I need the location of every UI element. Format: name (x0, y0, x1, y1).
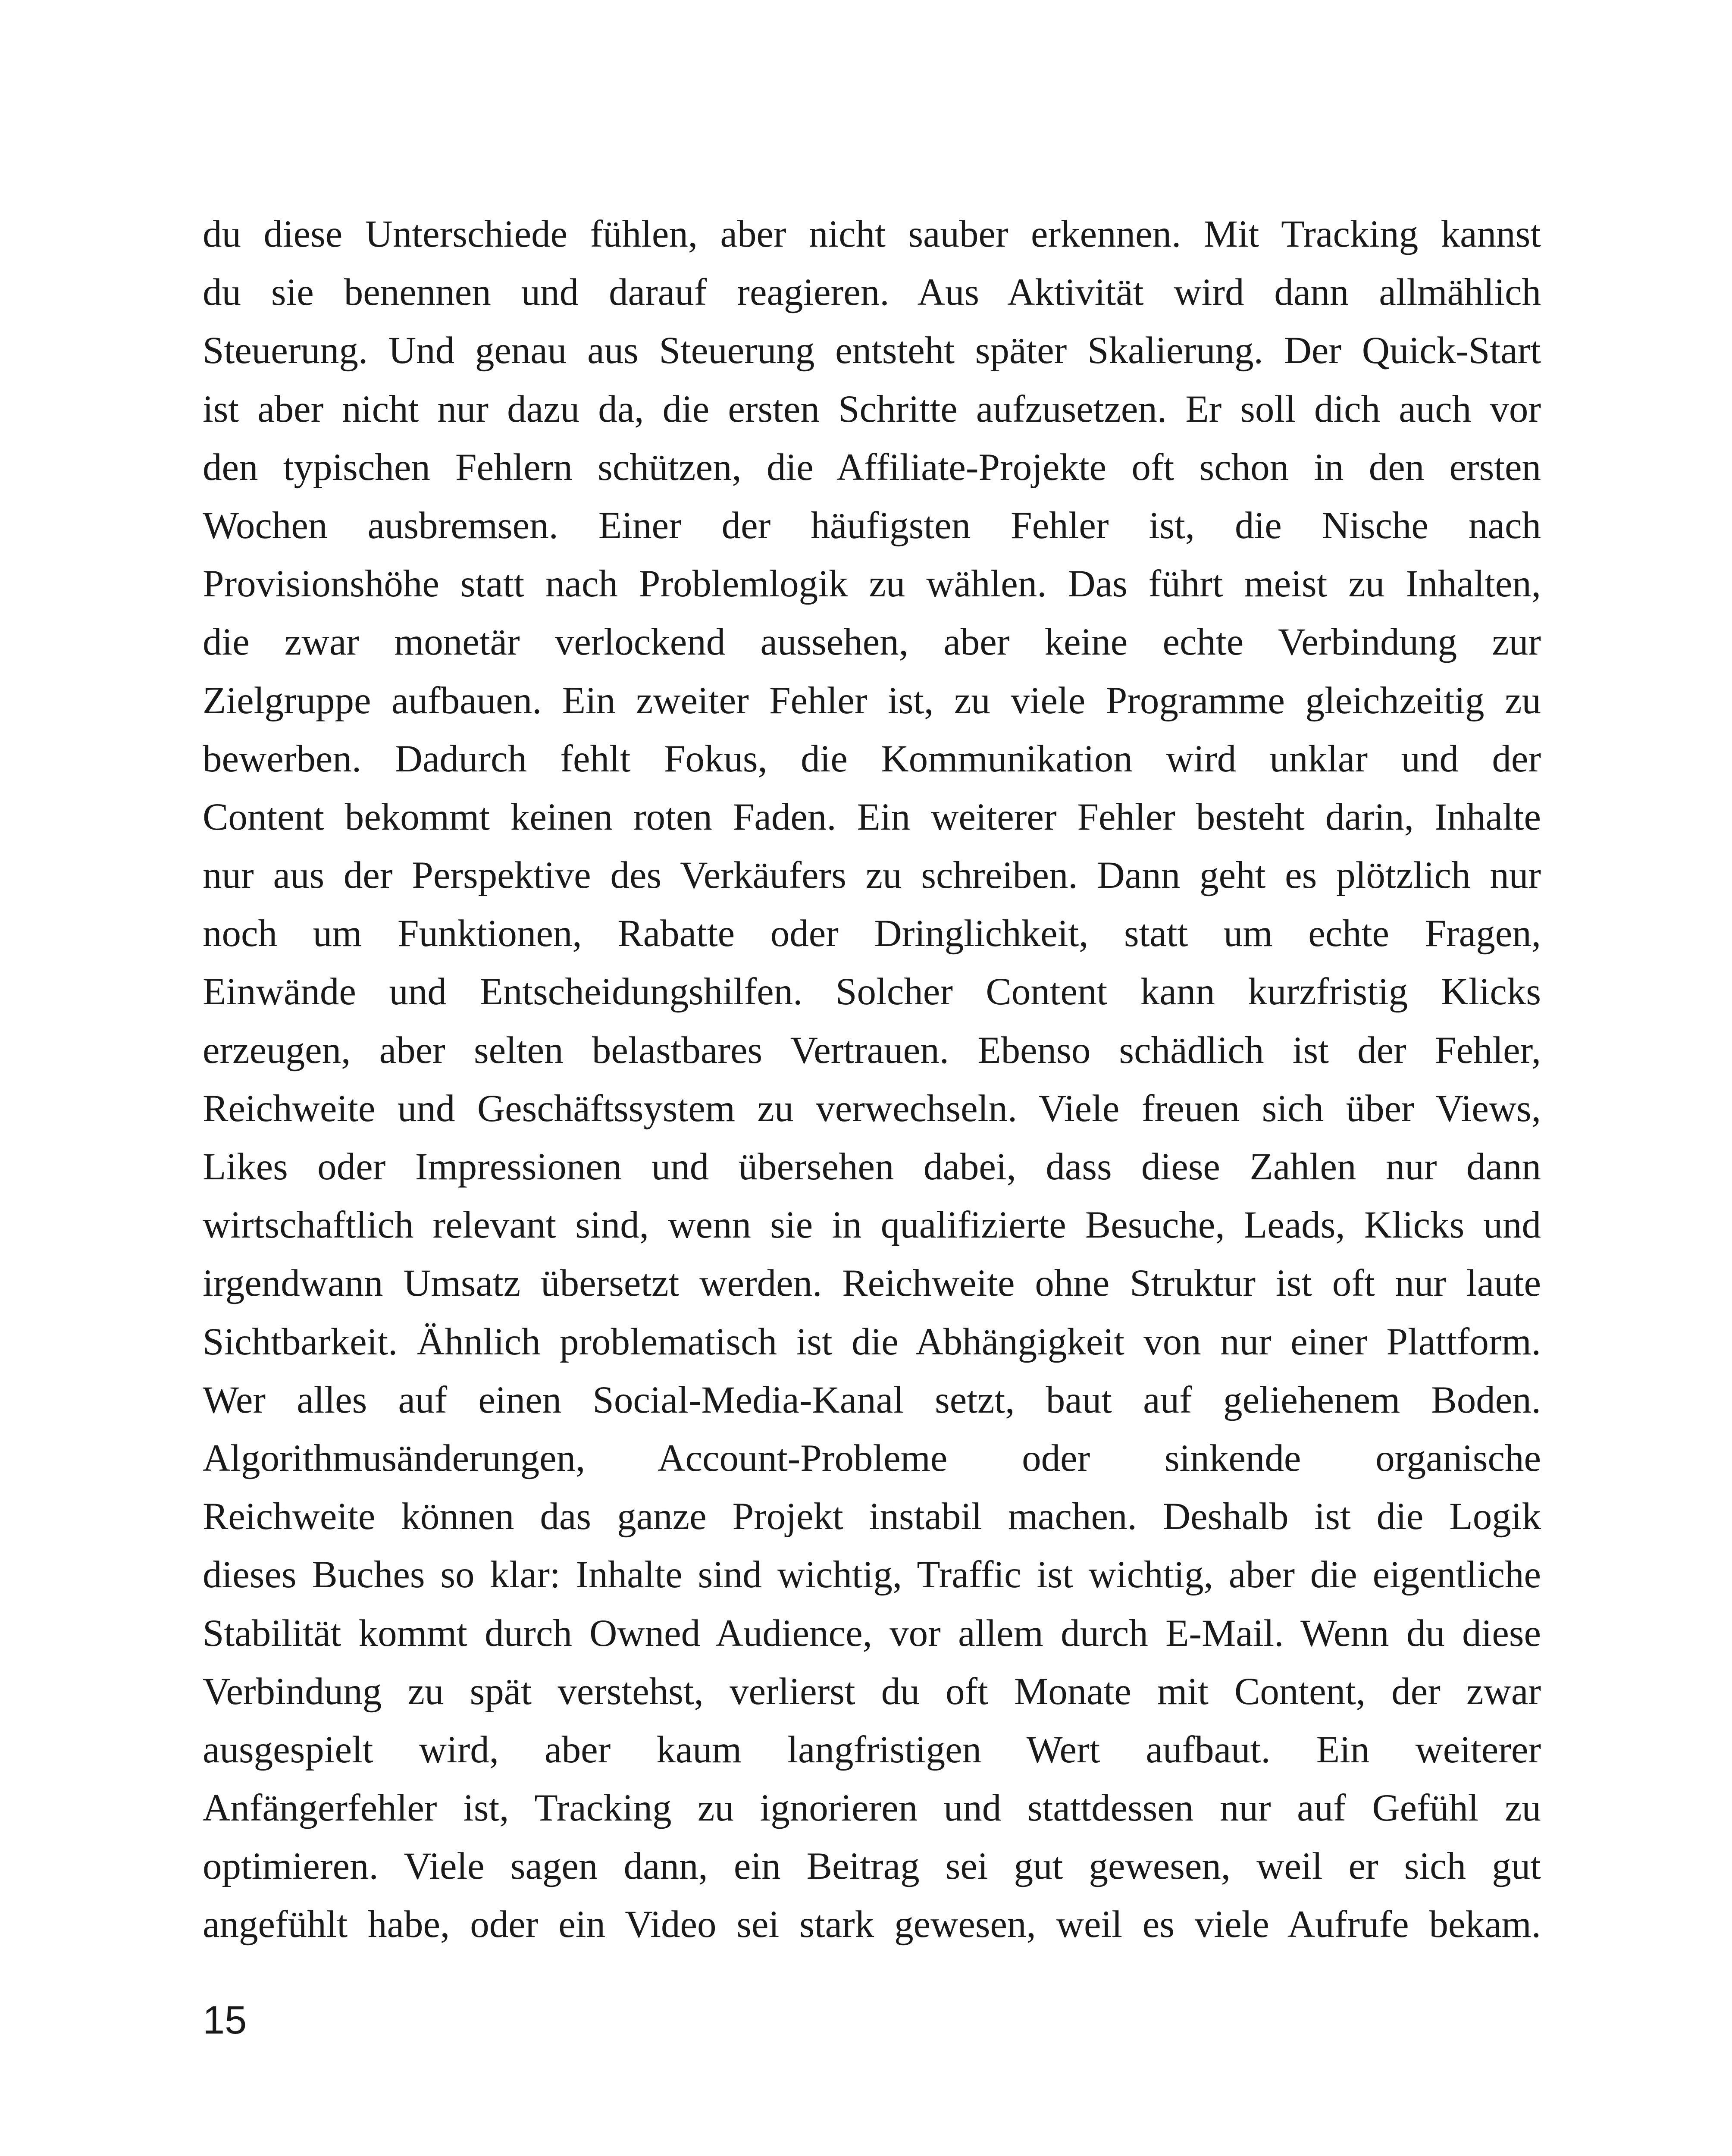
text-line: irgendwann Umsatz übersetzt werden. Reichweite ohne Struktur ist oft nur laute (203, 1262, 1541, 1305)
text-line: Anfängerfehler ist, Tracking zu ignorieren und stattdessen nur auf Gefühl zu (203, 1787, 1541, 1830)
text-line: Algorithmusänderungen, Account-Probleme oder sinkende organische (203, 1437, 1541, 1479)
page-number: 15 (203, 1998, 247, 2042)
text-line: Zielgruppe aufbauen. Ein zweiter Fehler ist, zu viele Programme gleichzeitig zu (203, 679, 1541, 722)
text-line: den typischen Fehlern schützen, die Affiliate-Projekte oft schon in den ersten (203, 446, 1541, 489)
text-line: nur aus der Perspektive des Verkäufers zu schreiben. Dann geht es plötzlich nur (203, 854, 1541, 897)
body-paragraph (203, 205, 1541, 1954)
text-line: optimieren. Viele sagen dann, ein Beitrag sei gut gewesen, weil er sich gut (203, 1845, 1541, 1888)
text-line: ausgespielt wird, aber kaum langfristigen Wert aufbaut. Ein weiterer (203, 1728, 1541, 1771)
text-line: noch um Funktionen, Rabatte oder Dringlichkeit, statt um echte Fragen, (203, 912, 1541, 955)
text-line: Wochen ausbremsen. Einer der häufigsten Fehler ist, die Nische nach (203, 504, 1541, 547)
text-line: Einwände und Entscheidungshilfen. Solcher Content kann kurzfristig Klicks (203, 971, 1541, 1013)
text-line: angefühlt habe, oder ein Video sei stark gewesen, weil es viele Aufrufe bekam. (203, 1903, 1541, 1946)
text-line: Stabilität kommt durch Owned Audience, vor allem durch E-Mail. Wenn du diese (203, 1612, 1541, 1655)
text-line: Likes oder Impressionen und übersehen dabei, dass diese Zahlen nur dann (203, 1146, 1541, 1188)
text-line: Sichtbarkeit. Ähnlich problematisch ist die Abhängigkeit von nur einer Plattform. (203, 1320, 1541, 1363)
text-line: Verbindung zu spät verstehst, verlierst du oft Monate mit Content, der zwar (203, 1670, 1541, 1713)
text-line: Reichweite können das ganze Projekt instabil machen. Deshalb ist die Logik (203, 1495, 1541, 1538)
text-line: dieses Buches so klar: Inhalte sind wichtig, Traffic ist wichtig, aber die eigentliche (203, 1554, 1541, 1596)
text-line: Reichweite und Geschäftssystem zu verwechseln. Viele freuen sich über Views, (203, 1087, 1541, 1130)
text-line: ist aber nicht nur dazu da, die ersten Schritte aufzusetzen. Er soll dich auch vor (203, 388, 1541, 430)
text-line: Wer alles auf einen Social-Media-Kanal setzt, baut auf geliehenem Boden. (203, 1379, 1541, 1421)
text-line: bewerben. Dadurch fehlt Fokus, die Kommunikation wird unklar und der (203, 737, 1541, 780)
text-line: du sie benennen und darauf reagieren. Aus Aktivität wird dann allmählich (203, 271, 1541, 314)
text-line: Provisionshöhe statt nach Problemlogik zu wählen. Das führt meist zu Inhalten, (203, 563, 1541, 605)
text-line: du diese Unterschiede fühlen, aber nicht sauber erkennen. Mit Tracking kannst (203, 213, 1541, 255)
text-line: Steuerung. Und genau aus Steuerung entsteht später Skalierung. Der Quick-Start (203, 329, 1541, 372)
text-line: Content bekommt keinen roten Faden. Ein weiterer Fehler besteht darin, Inhalte (203, 796, 1541, 838)
text-line: die zwar monetär verlockend aussehen, aber keine echte Verbindung zur (203, 621, 1541, 664)
text-line: wirtschaftlich relevant sind, wenn sie in qualifizierte Besuche, Leads, Klicks und (203, 1204, 1541, 1247)
text-line: erzeugen, aber selten belastbares Vertrauen. Ebenso schädlich ist der Fehler, (203, 1029, 1541, 1072)
